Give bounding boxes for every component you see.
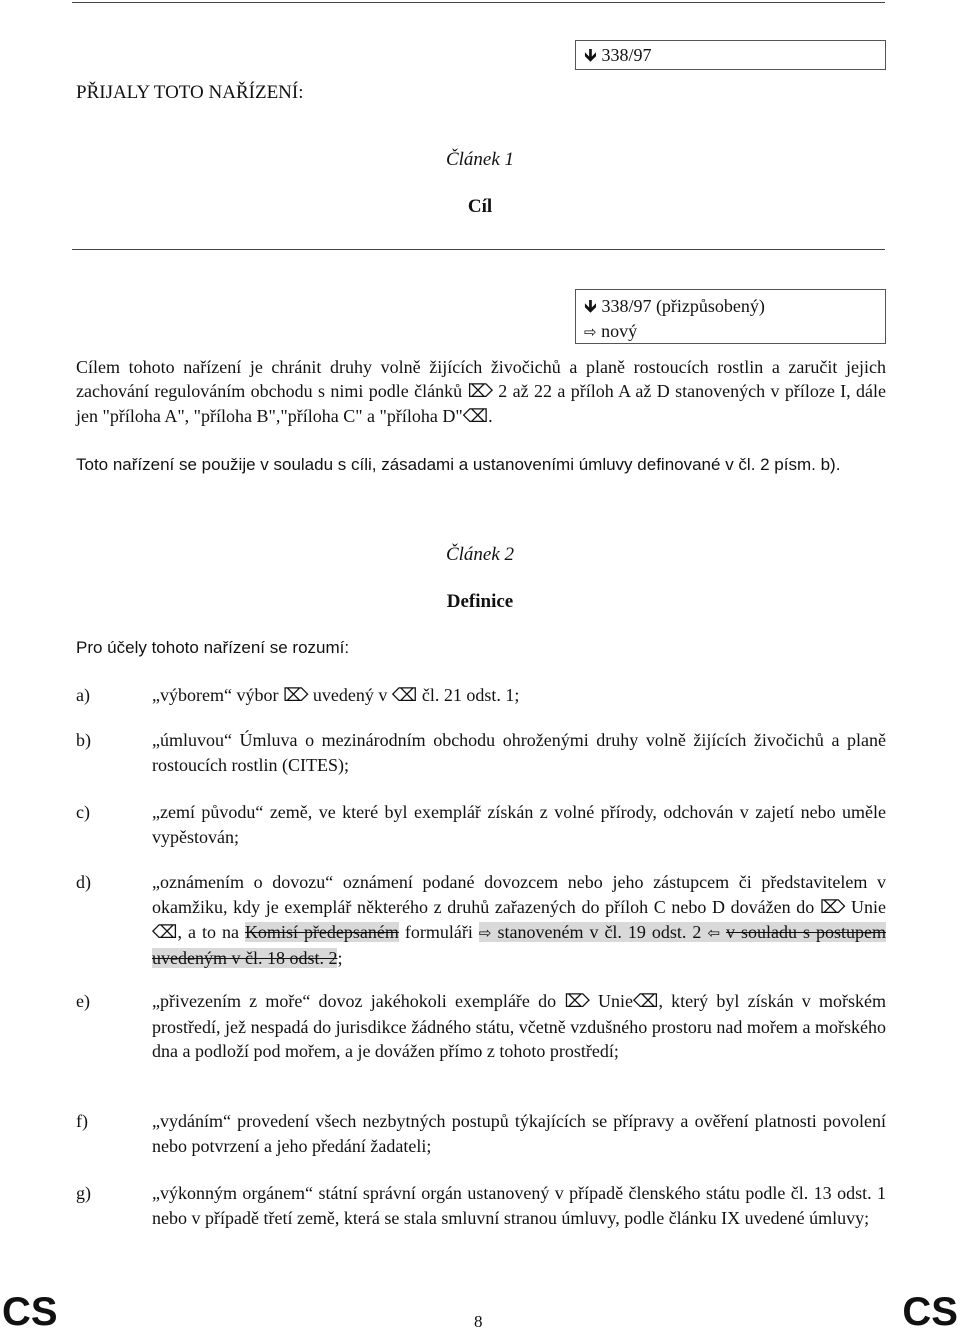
item-text-2: Unie — [851, 896, 887, 917]
insert-marker-icon: ⌦ — [467, 381, 493, 402]
item-label: d) — [76, 872, 91, 892]
end-marker-icon: ⌫ — [152, 922, 178, 943]
definitions-intro: Pro účely tohoto nařízení se rozumí: — [76, 638, 350, 657]
right-arrow-icon: ⇨ — [478, 924, 492, 942]
item-text: „oznámením o dovozu“ oznámení podané dovozcem nebo jeho zástupcem či představitelem v okamžiku, kdy je exemplář některého z druhů zařazených do příloh C nebo D dovážen do — [152, 872, 886, 917]
insert-marker-icon: ⌦ — [282, 685, 309, 706]
item-text-3: , a to na — [177, 922, 239, 942]
left-arrow-icon: ⇦ — [707, 924, 721, 942]
item-label: g) — [76, 1183, 91, 1203]
right-arrow-icon: ⇨ — [584, 323, 597, 341]
item-text: „zemí původu“ země, ve které byl exemplář získán z volné přírody, odchován v zajetí nebo uměle vypěstován; — [152, 802, 886, 847]
end-marker-icon: ⌫ — [633, 991, 659, 1012]
deleted-text: Komisí předepsaném — [244, 922, 399, 942]
article-1-title: Článek 1 — [445, 149, 515, 170]
item-text-3: , který byl získán v mořském prostředí, jež nespadá do jurisdikce žádného státu, včetně vzdušného prostoru nad mořem a mořského dna a podloží pod mořem, a je dovážen přímo z tohoto prostředí; — [152, 991, 886, 1061]
item-text: „výborem“ výbor — [152, 685, 279, 705]
item-text: „přivezením z moře“ dovoz jakéhokoli exempláře do — [152, 991, 557, 1011]
end-marker-icon: ⌫ — [391, 685, 418, 706]
paragraph-scope: Toto nařízení se použije v souladu s cíli, zásadami a ustanoveními úmluvy definované v čl. 2 písm. b). — [76, 455, 841, 474]
end-marker-icon: ⌫ — [462, 406, 489, 427]
item-text-end: ; — [337, 947, 343, 968]
paragraph-objective — [76, 355, 886, 429]
down-arrow-icon: 🡻 — [584, 45, 597, 66]
paragraph-objective-text-2: 2 až 22 a příloh A až D stanovených v příloze I, dále jen "příloha A", "příloha B","příloha C" a "příloha D" — [76, 381, 887, 426]
insert-marker-icon: ⌦ — [819, 896, 846, 918]
source-box-adapted — [575, 289, 886, 344]
article-2-subtitle: Definice — [446, 591, 514, 612]
item-label: b) — [76, 730, 91, 750]
item-label: a) — [76, 685, 90, 705]
paragraph-objective-text: Cílem tohoto nařízení je chránit druhy volně žijících živočichů a planě rostoucích rostlin a zaručit jejich zachování regulováním obchodu s nimi podle článků — [76, 357, 886, 401]
inserted-text: stanoveném v čl. 19 odst. 2 — [497, 922, 702, 942]
item-text-2: uvedený v — [312, 685, 388, 705]
footer-language-right: CS — [902, 1290, 958, 1334]
item-text-3: čl. 21 odst. 1; — [421, 685, 520, 705]
item-label: f) — [76, 1111, 88, 1131]
item-label: e) — [76, 991, 90, 1011]
item-text: „úmluvou“ Úmluva o mezinárodním obchodu ohroženými druhy volně žijících živočichů a planě rostoucích rostlin (CITES); — [152, 730, 886, 775]
section-rule — [72, 249, 885, 250]
item-text: „vydáním“ provedení všech nezbytných postupů týkajících se přípravy a ověření platnosti povolení nebo potvrzení a jeho předání žadateli; — [152, 1111, 886, 1156]
item-label: c) — [76, 802, 90, 822]
deleted-text-2: v souladu s postupem uvedeným v čl. 18 odst. 2 — [152, 922, 887, 968]
article-2-title: Článek 2 — [445, 544, 515, 565]
down-arrow-icon: 🡻 — [584, 296, 597, 317]
page-number: 8 — [474, 1312, 483, 1331]
new-label: nový — [601, 321, 638, 341]
adapted-label: 338/97 (přizpůsobený) — [601, 296, 765, 316]
paragraph-objective-period: . — [488, 406, 493, 426]
item-text-5: formuláři — [404, 922, 473, 942]
source-box-338-97 — [575, 40, 886, 70]
adopted-heading: PŘIJALY TOTO NAŘÍZENÍ: — [76, 82, 304, 103]
insert-marker-icon: ⌦ — [564, 991, 590, 1012]
source-box-label: 338/97 — [601, 45, 652, 65]
item-text: „výkonným orgánem“ státní správní orgán ustanovený v případě členského státu podle čl. 13 odst. 1 nebo v případě třetí země, která se stala smluvní stranou úmluvy, podle článku IX uvedené úmluvy; — [152, 1183, 886, 1228]
top-rule — [72, 2, 885, 3]
footer-language-left: CS — [2, 1290, 58, 1334]
article-1-subtitle: Cíl — [467, 196, 493, 217]
item-text-2: Unie — [598, 991, 634, 1011]
